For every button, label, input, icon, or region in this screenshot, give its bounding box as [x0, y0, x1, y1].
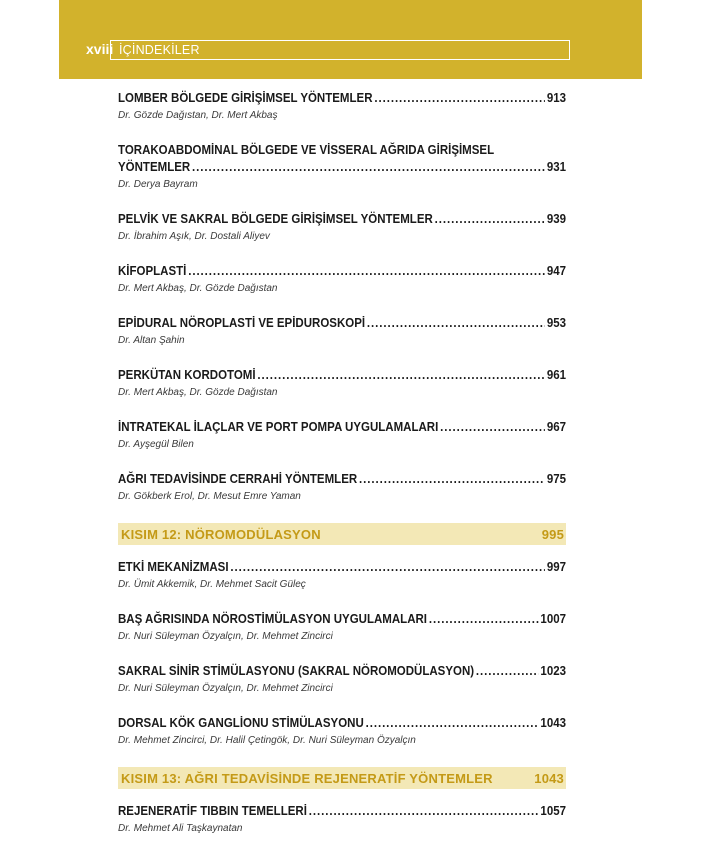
- toc-entry[interactable]: [118, 559, 566, 590]
- toc-page: 1023: [540, 664, 567, 678]
- toc-title: AĞRI TEDAVİSİNDE CERRAHİ YÖNTEMLER: [118, 472, 358, 486]
- toc-title: LOMBER BÖLGEDE GİRİŞİMSEL YÖNTEMLER: [118, 91, 373, 105]
- toc-authors: Dr. Gökberk Erol, Dr. Mesut Emre Yaman: [118, 491, 301, 502]
- toc-line: [118, 611, 566, 628]
- toc-title: İNTRATEKAL İLAÇLAR VE PORT POMPA UYGULAMALARI: [118, 420, 439, 434]
- toc-title: EPİDURAL NÖROPLASTİ VE EPİDUROSKOPİ: [118, 316, 366, 330]
- toc-entry[interactable]: [118, 419, 566, 450]
- toc-page: 931: [546, 160, 567, 174]
- toc-authors: Dr. Mert Akbaş, Dr. Gözde Dağıstan: [118, 283, 278, 294]
- toc-entry[interactable]: [118, 611, 566, 642]
- toc-leader-dots: [374, 90, 545, 107]
- toc-title: SAKRAL SİNİR STİMÜLASYONU (SAKRAL NÖROMODÜLASYON): [118, 664, 475, 678]
- toc-title: YÖNTEMLER: [118, 160, 191, 174]
- toc-line: [118, 803, 566, 820]
- section-heading-12[interactable]: [118, 523, 566, 545]
- toc-authors: Dr. Ayşegül Bilen: [118, 439, 194, 450]
- header-title-box: [110, 40, 570, 60]
- toc-title: PERKÜTAN KORDOTOMİ: [118, 368, 256, 382]
- toc-title: PELVİK VE SAKRAL BÖLGEDE GİRİŞİMSEL YÖNTEMLER: [118, 212, 433, 226]
- toc-leader-dots: [429, 611, 539, 628]
- toc-page: 1057: [540, 804, 567, 818]
- toc-authors: Dr. İbrahim Aşık, Dr. Dostali Aliyev: [118, 231, 270, 242]
- toc-entry[interactable]: [118, 211, 566, 242]
- toc-entry[interactable]: [118, 90, 566, 121]
- toc-line: [118, 559, 566, 576]
- toc-line: [118, 211, 566, 228]
- toc-page: 939: [546, 212, 567, 226]
- toc-page: 997: [546, 560, 567, 574]
- section-heading-13[interactable]: [118, 767, 566, 789]
- toc-page: 975: [546, 472, 567, 486]
- toc-content: [118, 90, 566, 855]
- toc-authors: Dr. Mert Akbaş, Dr. Gözde Dağıstan: [118, 387, 278, 398]
- toc-authors: Dr. Mehmet Ali Taşkaynatan: [118, 823, 243, 834]
- toc-leader-dots: [257, 367, 545, 384]
- toc-line: [118, 419, 566, 436]
- toc-page: 1043: [540, 716, 567, 730]
- toc-leader-dots: [230, 559, 545, 576]
- toc-leader-dots: [476, 663, 539, 680]
- toc-leader-dots: [366, 715, 539, 732]
- page-number: xviii: [86, 41, 114, 57]
- toc-page: 961: [546, 368, 567, 382]
- section-page: 1043: [534, 770, 564, 786]
- toc-page: 953: [546, 316, 567, 330]
- toc-leader-dots: [435, 211, 545, 228]
- toc-entry[interactable]: [118, 142, 566, 190]
- toc-entry[interactable]: [118, 715, 566, 746]
- toc-authors: Dr. Ümit Akkemik, Dr. Mehmet Sacit Güleç: [118, 579, 306, 590]
- toc-authors: Dr. Nuri Süleyman Özyalçın, Dr. Mehmet Zincirci: [118, 683, 333, 694]
- toc-leader-dots: [440, 419, 545, 436]
- toc-entry[interactable]: [118, 663, 566, 694]
- toc-line: [118, 90, 566, 107]
- toc-line: [118, 471, 566, 488]
- toc-line: [118, 315, 566, 332]
- toc-title: REJENERATİF TIBBIN TEMELLERİ: [118, 804, 307, 818]
- toc-line: [118, 159, 566, 176]
- toc-line: [118, 663, 566, 680]
- section-title: KISIM 13: AĞRI TEDAVİSİNDE REJENERATİF YÖNTEMLER: [121, 770, 493, 786]
- toc-line: [118, 367, 566, 384]
- toc-title: BAŞ AĞRISINDA NÖROSTİMÜLASYON UYGULAMALARI: [118, 612, 428, 626]
- toc-line: [118, 715, 566, 732]
- toc-authors: Dr. Altan Şahin: [118, 335, 185, 346]
- toc-line: [118, 263, 566, 280]
- header-title: İÇİNDEKİLER: [119, 43, 200, 57]
- toc-leader-dots: [192, 159, 545, 176]
- toc-entry[interactable]: [118, 263, 566, 294]
- toc-entry[interactable]: [118, 803, 566, 834]
- toc-title: ETKİ MEKANİZMASI: [118, 560, 229, 574]
- toc-authors: Dr. Derya Bayram: [118, 179, 198, 190]
- toc-leader-dots: [188, 263, 545, 280]
- toc-authors: Dr. Mehmet Zincirci, Dr. Halil Çetingök, Dr. Nuri Süleyman Özyalçın: [118, 735, 416, 746]
- toc-authors: Dr. Nuri Süleyman Özyalçın, Dr. Mehmet Zincirci: [118, 631, 333, 642]
- toc-entry[interactable]: [118, 471, 566, 502]
- toc-leader-dots: [309, 803, 539, 820]
- section-title: KISIM 12: NÖROMODÜLASYON: [121, 526, 321, 542]
- toc-entry[interactable]: [118, 315, 566, 346]
- toc-leader-dots: [367, 315, 545, 332]
- toc-title: DORSAL KÖK GANGLİONU STİMÜLASYONU: [118, 716, 364, 730]
- toc-page: 947: [546, 264, 567, 278]
- toc-entry[interactable]: [118, 367, 566, 398]
- toc-page: 913: [546, 91, 567, 105]
- section-page: 995: [541, 526, 564, 542]
- toc-leader-dots: [359, 471, 545, 488]
- toc-title: KİFOPLASTİ: [118, 264, 187, 278]
- toc-page: 1007: [540, 612, 567, 626]
- toc-title-line1: TORAKOABDOMİNAL BÖLGEDE VE VİSSERAL AĞRIDA GİRİŞİMSEL: [118, 143, 495, 157]
- toc-page: 967: [546, 420, 567, 434]
- toc-authors: Dr. Gözde Dağıstan, Dr. Mert Akbaş: [118, 110, 278, 121]
